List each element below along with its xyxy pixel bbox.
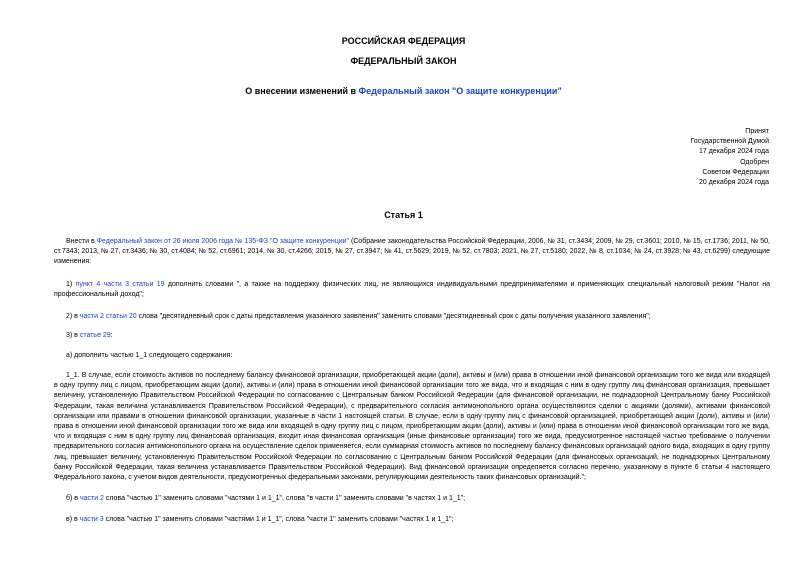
item-3-link[interactable]: статье 29 bbox=[79, 332, 111, 339]
adoption-line: 17 декабря 2024 года bbox=[698, 148, 769, 156]
item-3c-letter: в) в bbox=[66, 516, 80, 523]
law-reference-link[interactable]: Федеральный закон от 26 июля 2006 года № 135-ФЗ "О защите конкуренции" bbox=[96, 238, 350, 245]
item-3-paragraph bbox=[54, 331, 770, 341]
adoption-line: Принят bbox=[745, 128, 769, 135]
item-1-text: дополнить словами ", а также на поддержку физических лиц, не являющихся индивидуальными предпринимателями и применяющих специальный налоговый режим "Налог на профессиональный доход"; bbox=[54, 281, 771, 299]
item-3b-text: слова "частью 1" заменить словами "частями 1 и 1_1", слова "в части 1" заменить словами "в частях 1 и 1_1"; bbox=[103, 495, 466, 502]
law-type-heading: ФЕДЕРАЛЬНЫЙ ЗАКОН bbox=[350, 56, 457, 66]
item-2-link[interactable]: части 2 статьи 20 bbox=[79, 313, 137, 320]
law-title bbox=[0, 86, 807, 97]
item-3c-link[interactable]: части 3 bbox=[79, 516, 104, 523]
intro-text-rest: (Собрание законодательства Российской Федерации, 2006, № 31, ст.3434; 2009, № 29, ст.3601; 2010, № 15, ст.1736; 2011, № 50, ст.7343; 2013, № 27, ст.3436; № 30, ст.4084; № 52, ст.6961; 2014, № 30, ст.4266; 2015, № 27, ст.3947; № 41, ст.5629; 2019, № 52, ст.7803; 2021, № 27, ст.5180; 2022, № 8, ст.1034; № 24, ст.3928; № 43, ст.6299) следующие изменения: bbox=[54, 238, 771, 266]
item-3b-letter: б) в bbox=[66, 495, 80, 502]
law-title-link[interactable]: Федеральный закон "О защите конкуренции" bbox=[358, 86, 562, 96]
adoption-line: Советом Федерации bbox=[702, 168, 769, 176]
item-3a-text-paragraph: 1_1. В случае, если стоимость активов по последнему балансу финансовой организации, приобретающей акции (доли), активы и (или) права в отношении иной финансовой организации того же вида или входящей в одну группу лиц с лицом, приобретающим акции (доли), активы и (или) права в отношении иной финансовой организации того же вида, что и входящая с ним в одну группу лиц финансовая организация, превышает величину, установленную Правительством Российской Федерации по согласованию с Центральным банком Российской Федерации (для финансовой организации, не поднадзорной Центральному банку Российской Федерации, такая величина устанавливается Правительством Российской Федерации), с предварительного согласия антимонопольного органа осуществляются сделки с акциями (долями), активами финансовой организации или правами в отношении финансовой организации, указанные в части 1 настоящей статьи. В случае, если в одну группу лиц с финансовой организацией, приобретающей акции (доли), активы и (или) права в отношении иной финансовой организации того же вида или входящей в одну группу лиц с лицом, приобретающим акции (доли), активы и (или) права в отношении иной финансовой организации того же вида, что и входящая с ним в одну группу лиц финансовая организация, входит иная финансовая организация (иные финансовые организации) того же вида, предусмотренное настоящей частью требование о получении предварительного согласия антимонопольного органа на осуществление сделок применяется, если суммарная стоимость активов по последнему балансу финансовых организаций одного вида, входящих в одну группу лиц, превышает величину, установленную Правительством Российской Федерации по согласованию с Центральным банком Российской Федерации (для финансовых организаций, не поднадзорных Центральному банку Российской Федерации, такая величина устанавливается Правительством Российской Федерации). Вид финансовой организации определяется согласно перечню, указанному в пункте 6 статьи 4 настоящего Федерального закона, с учетом видов деятельности, предусмотренных федеральными законами, регулирующими деятельность таких финансовых организаций."; bbox=[54, 372, 770, 482]
item-3-number: 3) в bbox=[66, 332, 80, 339]
item-2-text: слова "десятидневный срок с даты представления указанного заявления" заменить словами "десятидневный срок с даты получения указанного заявления"; bbox=[136, 313, 651, 320]
law-title-prefix: О внесении изменений в bbox=[245, 86, 359, 96]
country-heading: РОССИЙСКАЯ ФЕДЕРАЦИЯ bbox=[341, 36, 466, 46]
item-2-paragraph bbox=[54, 312, 770, 322]
item-3c-text: слова "частью 1" заменить словами "частями 1 и 1_1", слова "части 1" заменить словами "частях 1 и 1_1"; bbox=[103, 516, 454, 523]
item-3b-paragraph bbox=[54, 494, 770, 504]
item-3a-paragraph: а) дополнить частью 1_1 следующего содержания: bbox=[66, 352, 233, 359]
item-3c-paragraph bbox=[54, 515, 770, 525]
item-2-number: 2) в bbox=[66, 313, 80, 320]
article-heading: Статья 1 bbox=[384, 210, 423, 220]
item-3-text: : bbox=[110, 332, 113, 339]
adoption-block bbox=[690, 127, 769, 188]
item-1-number: 1) bbox=[66, 281, 76, 288]
intro-text: Внести в bbox=[66, 238, 97, 245]
item-1-paragraph bbox=[54, 280, 770, 300]
adoption-line: 20 декабря 2024 года bbox=[698, 179, 769, 187]
item-3b-link[interactable]: части 2 bbox=[79, 495, 104, 502]
intro-paragraph bbox=[54, 237, 770, 268]
item-1-link[interactable]: пункт 4 части 3 статьи 19 bbox=[75, 281, 165, 288]
adoption-line: Государственной Думой bbox=[690, 138, 769, 146]
adoption-line: Одобрен bbox=[740, 158, 769, 166]
